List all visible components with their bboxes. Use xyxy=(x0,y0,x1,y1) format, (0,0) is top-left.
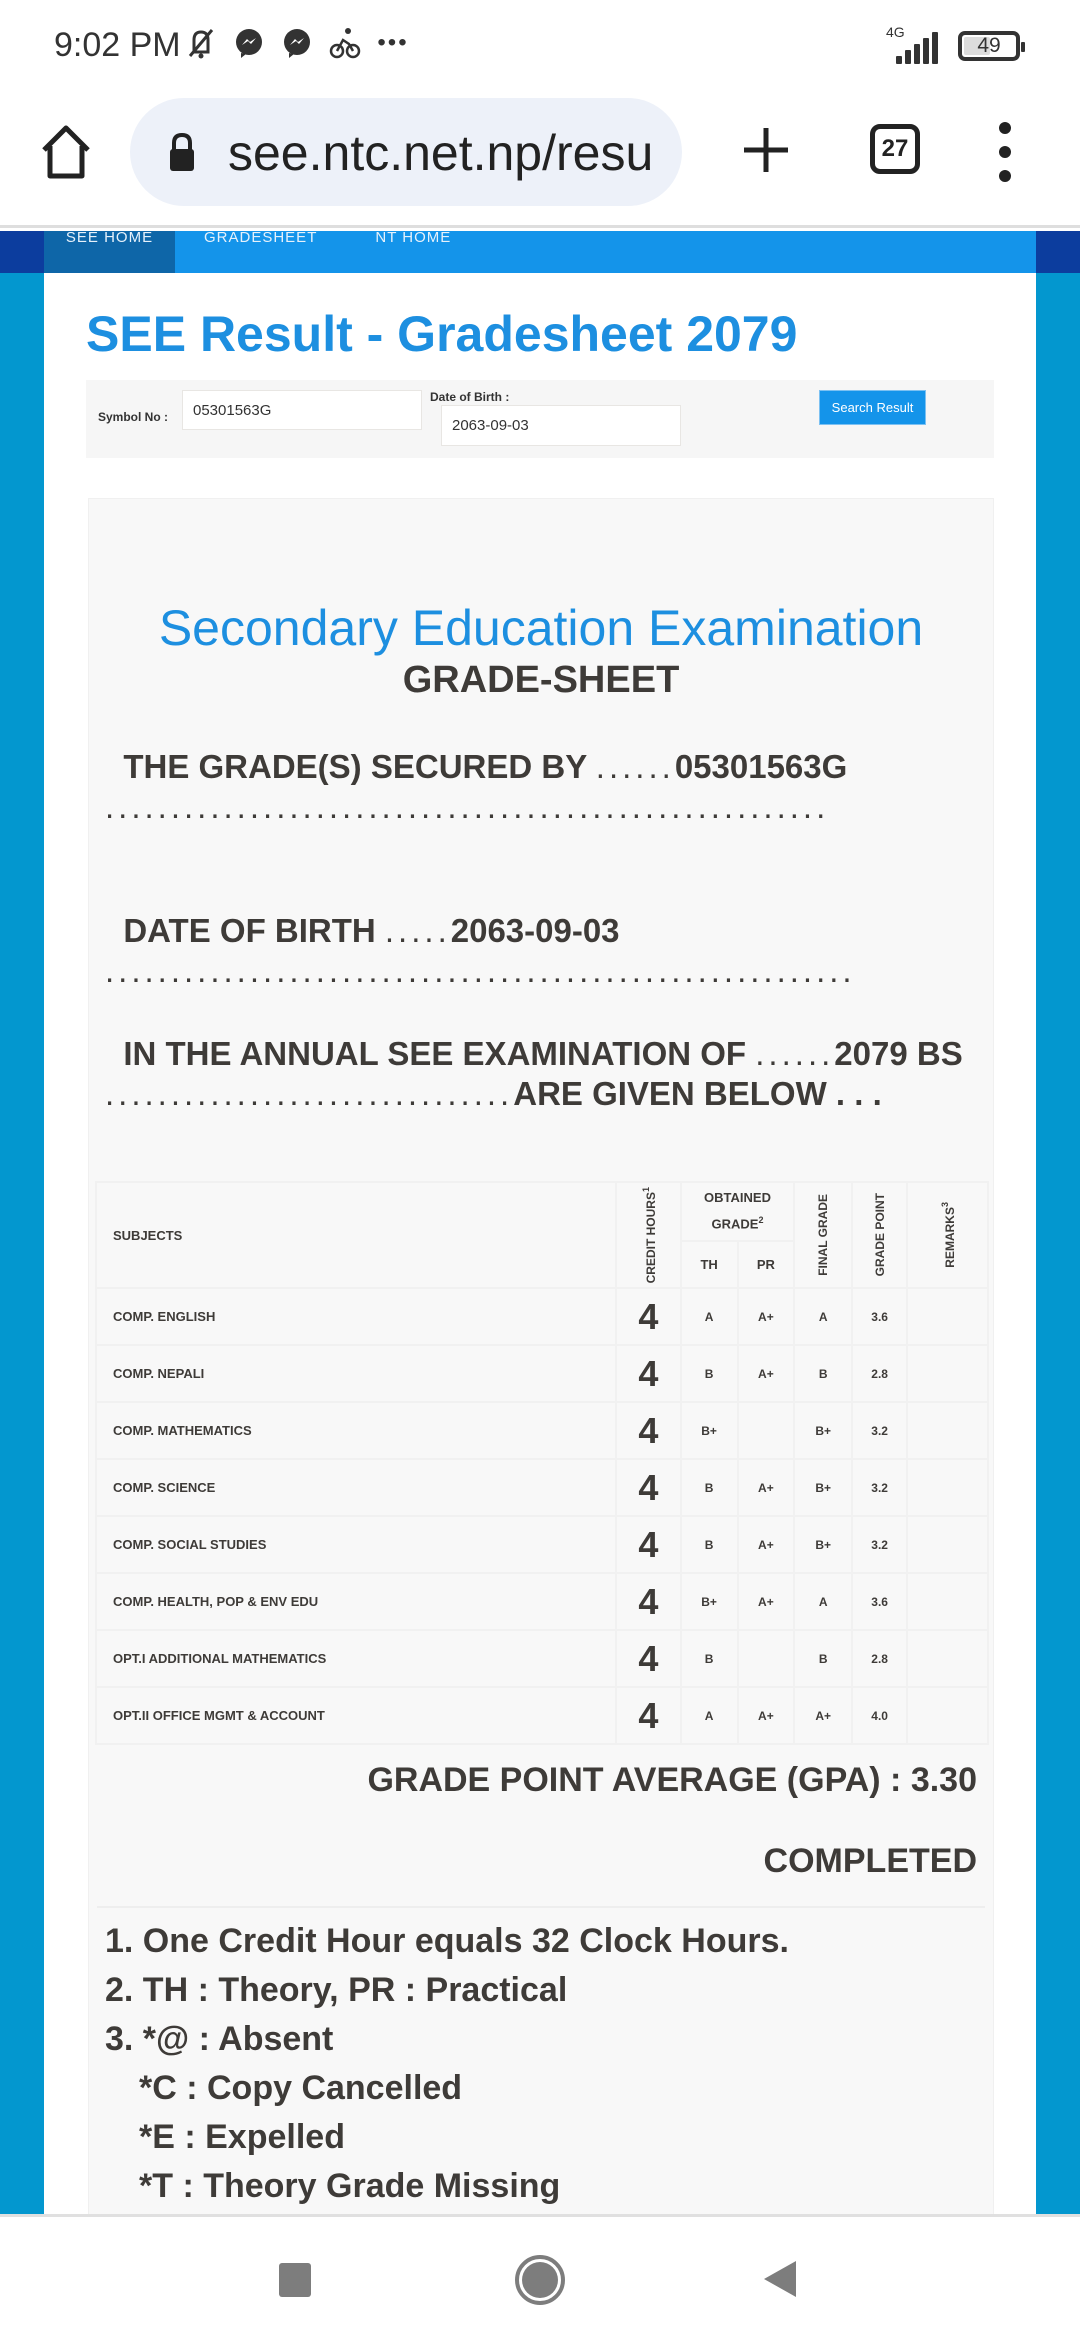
subject-cell: OPT.I ADDITIONAL MATHEMATICS xyxy=(96,1630,616,1687)
subject-cell: COMP. ENGLISH xyxy=(96,1288,616,1345)
theory-grade-cell: B xyxy=(681,1459,738,1516)
header-subjects: SUBJECTS xyxy=(96,1182,616,1288)
table-row xyxy=(96,1288,988,1345)
table-row xyxy=(96,1345,988,1402)
subject-cell: OPT.II OFFICE MGMT & ACCOUNT xyxy=(96,1687,616,1744)
remarks-cell xyxy=(907,1573,988,1630)
theory-grade-cell: A xyxy=(681,1288,738,1345)
subject-cell: COMP. HEALTH, POP & ENV EDU xyxy=(96,1573,616,1630)
practical-grade-cell: A+ xyxy=(738,1687,795,1744)
search-result-button[interactable]: Search Result xyxy=(819,390,926,425)
symbol-number: 05301563G xyxy=(674,748,848,785)
messenger-icon xyxy=(280,26,314,60)
subject-cell: COMP. NEPALI xyxy=(96,1345,616,1402)
overflow-menu-button[interactable] xyxy=(990,122,1020,182)
credit-hours-cell: 4 xyxy=(616,1459,681,1516)
grade-point-cell: 3.2 xyxy=(852,1516,907,1573)
final-grade-cell: B+ xyxy=(794,1402,852,1459)
browser-toolbar xyxy=(0,92,1080,228)
cycling-icon xyxy=(328,26,362,60)
footnote: 3. *@ : Absent xyxy=(105,2020,334,2058)
battery-icon xyxy=(958,31,1020,61)
theory-grade-cell: B+ xyxy=(681,1402,738,1459)
remarks-cell xyxy=(907,1402,988,1459)
footnote: 2. TH : Theory, PR : Practical xyxy=(105,1971,568,2009)
remarks-cell xyxy=(907,1630,988,1687)
url-text[interactable]: see.ntc.net.np/resu xyxy=(228,125,654,181)
secured-by-statement: THE GRADE(S) SECURED BY ......05301563G ....................................................... xyxy=(105,748,848,825)
header-final-grade: FINAL GRADE xyxy=(794,1182,852,1288)
new-tab-button[interactable] xyxy=(738,122,794,178)
clock: 9:02 PM xyxy=(54,26,181,64)
practical-grade-cell xyxy=(738,1630,795,1687)
final-grade-cell: A xyxy=(794,1288,852,1345)
header-th: TH xyxy=(681,1241,738,1288)
home-nav-button[interactable] xyxy=(515,2255,565,2305)
lock-icon xyxy=(168,132,196,172)
practical-grade-cell: A+ xyxy=(738,1345,795,1402)
credit-hours-cell: 4 xyxy=(616,1345,681,1402)
subject-cell: COMP. SOCIAL STUDIES xyxy=(96,1516,616,1573)
recents-button[interactable] xyxy=(279,2263,311,2297)
credit-hours-cell: 4 xyxy=(616,1402,681,1459)
cellular-signal-icon: 4G xyxy=(882,28,944,64)
theory-grade-cell: B xyxy=(681,1630,738,1687)
menu-dot xyxy=(999,146,1011,158)
dob-input[interactable] xyxy=(441,405,681,446)
exam-title: Secondary Education Examination xyxy=(158,600,924,656)
home-circle-icon xyxy=(522,2262,558,2298)
symbol-no-label: Symbol No : xyxy=(98,410,169,424)
footnote: *C : Copy Cancelled xyxy=(139,2069,463,2107)
gradesheet xyxy=(88,498,994,2258)
theory-grade-cell: B+ xyxy=(681,1573,738,1630)
footnote: *T : Theory Grade Missing xyxy=(139,2167,561,2205)
divider xyxy=(97,1906,985,1908)
header-credit-hours: CREDIT HOURS$^1$ xyxy=(616,1182,681,1288)
plus-icon xyxy=(738,122,794,178)
final-grade-cell: A xyxy=(794,1573,852,1630)
header-obtained-grade: OBTAINED GRADE$^2$ xyxy=(681,1182,795,1241)
grade-point-cell: 3.6 xyxy=(852,1573,907,1630)
table-row xyxy=(96,1402,988,1459)
theory-grade-cell: A xyxy=(681,1687,738,1744)
practical-grade-cell: A+ xyxy=(738,1459,795,1516)
remarks-cell xyxy=(907,1288,988,1345)
grade-point-cell: 3.6 xyxy=(852,1288,907,1345)
address-bar[interactable] xyxy=(130,98,682,206)
final-grade-cell: A+ xyxy=(794,1687,852,1744)
final-grade-cell: B+ xyxy=(794,1459,852,1516)
gpa: GRADE POINT AVERAGE (GPA) : 3.30 xyxy=(367,1761,977,1799)
theory-grade-cell: B xyxy=(681,1345,738,1402)
nav-nt-home[interactable]: NT HOME xyxy=(375,229,452,246)
home-button[interactable] xyxy=(38,122,94,182)
practical-grade-cell: A+ xyxy=(738,1288,795,1345)
symbol-no-input[interactable] xyxy=(182,390,422,430)
grade-point-cell: 3.2 xyxy=(852,1459,907,1516)
site-navigation xyxy=(44,231,1036,273)
web-page xyxy=(0,231,1080,2214)
table-row xyxy=(96,1630,988,1687)
menu-dot xyxy=(999,122,1011,134)
grade-point-cell: 3.2 xyxy=(852,1402,907,1459)
subject-cell: COMP. MATHEMATICS xyxy=(96,1402,616,1459)
content-card xyxy=(44,273,1036,2273)
remarks-cell xyxy=(907,1459,988,1516)
practical-grade-cell xyxy=(738,1402,795,1459)
table-row xyxy=(96,1516,988,1573)
nav-gradesheet[interactable]: GRADESHEET xyxy=(204,229,318,246)
grade-point-cell: 2.8 xyxy=(852,1630,907,1687)
practical-grade-cell: A+ xyxy=(738,1516,795,1573)
exam-year: 2079 xyxy=(834,1035,908,1072)
grade-point-cell: 4.0 xyxy=(852,1687,907,1744)
remarks-cell xyxy=(907,1516,988,1573)
status-bar xyxy=(0,0,1080,92)
final-grade-cell: B xyxy=(794,1630,852,1687)
subject-cell: COMP. SCIENCE xyxy=(96,1459,616,1516)
nav-see-home[interactable]: SEE HOME xyxy=(44,231,175,273)
battery-level: 49 xyxy=(977,34,1001,57)
tab-switcher-button[interactable]: 27 xyxy=(870,124,920,174)
credit-hours-cell: 4 xyxy=(616,1687,681,1744)
practical-grade-cell: A+ xyxy=(738,1573,795,1630)
header-pr: PR xyxy=(738,1241,795,1288)
table-row xyxy=(96,1687,988,1744)
credit-hours-cell: 4 xyxy=(616,1573,681,1630)
messenger-icon xyxy=(232,26,266,60)
gradesheet-title: GRADE-SHEET xyxy=(402,659,680,701)
notification-icons xyxy=(184,26,410,60)
exam-statement: IN THE ANNUAL SEE EXAMINATION OF ......2079 BS ...............................ARE GIVEN BELOW . . . xyxy=(105,1035,963,1112)
remarks-cell xyxy=(907,1687,988,1744)
credit-hours-cell: 4 xyxy=(616,1516,681,1573)
dob-statement: DATE OF BIRTH .....2063-09-03 ......................................................... xyxy=(105,912,856,989)
date-of-birth: 2063-09-03 xyxy=(450,912,620,949)
home-icon xyxy=(38,122,94,182)
remarks-cell xyxy=(907,1345,988,1402)
credit-hours-cell: 4 xyxy=(616,1288,681,1345)
table-row xyxy=(96,1459,988,1516)
grade-table xyxy=(95,1181,989,1745)
table-row xyxy=(96,1573,988,1630)
footnote: *E : Expelled xyxy=(139,2118,345,2156)
search-form xyxy=(86,380,994,458)
page-title: SEE Result - Gradesheet 2079 xyxy=(86,306,798,362)
menu-dot xyxy=(999,170,1011,182)
footnote: 1. One Credit Hour equals 32 Clock Hours. xyxy=(105,1922,789,1960)
back-button[interactable] xyxy=(764,2261,796,2297)
more-dots-icon: ••• xyxy=(377,29,409,56)
final-grade-cell: B+ xyxy=(794,1516,852,1573)
credit-hours-cell: 4 xyxy=(616,1630,681,1687)
header-remarks: REMARKS$^3$ xyxy=(907,1182,988,1288)
header-grade-point: GRADE POINT xyxy=(852,1182,907,1288)
system-navigation-bar xyxy=(0,2214,1080,2340)
grade-point-cell: 2.8 xyxy=(852,1345,907,1402)
footnotes xyxy=(105,1917,985,2260)
dob-label: Date of Birth : xyxy=(430,390,510,404)
final-grade-cell: B xyxy=(794,1345,852,1402)
mute-vibrate-icon xyxy=(184,26,218,60)
result-status: COMPLETED xyxy=(763,1842,977,1880)
theory-grade-cell: B xyxy=(681,1516,738,1573)
